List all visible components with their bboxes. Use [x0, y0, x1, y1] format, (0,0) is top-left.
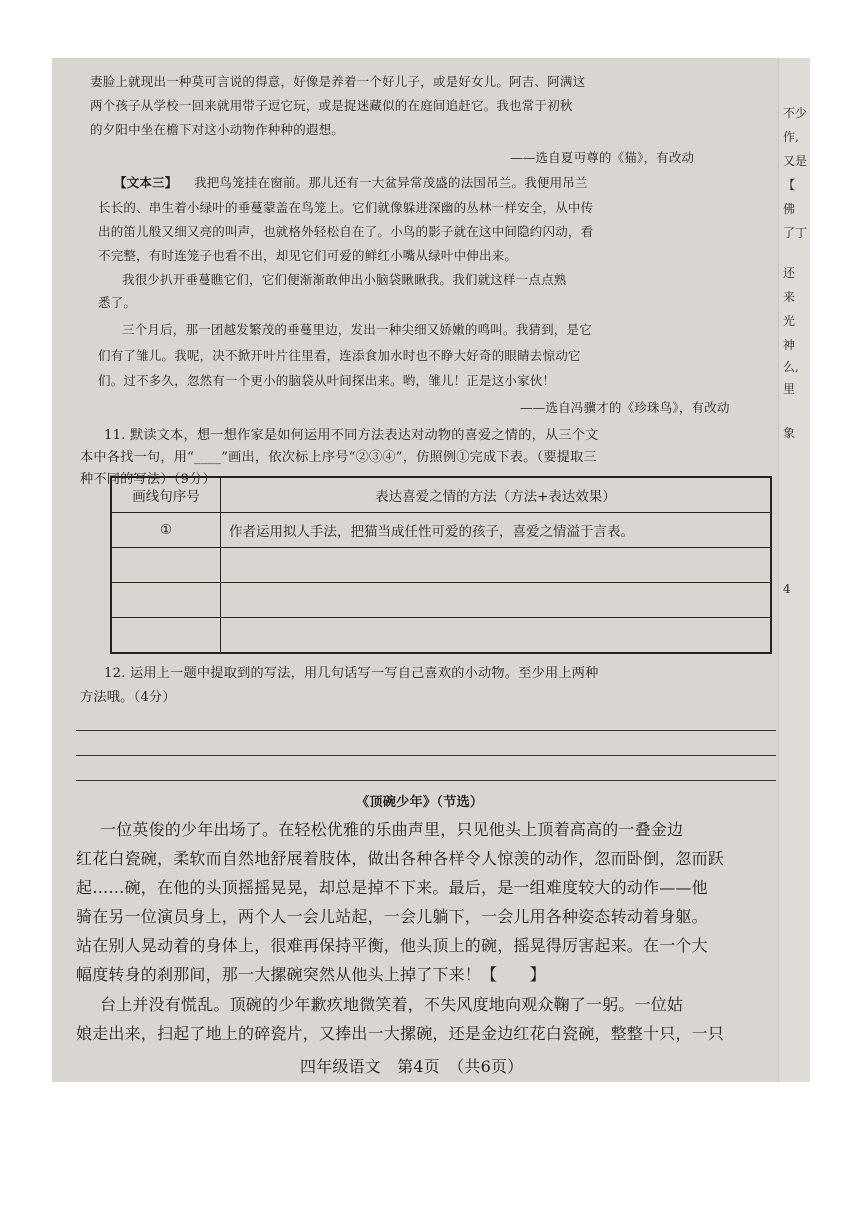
text-line: 两个孩子从学校一回来就用带子逗它玩，或是捉迷藏似的在庭间追赶它。我也常于初秋: [90, 98, 573, 113]
answer-line: [76, 755, 776, 756]
table-header-row: [111, 477, 771, 513]
text-line: 们有了雏儿。我呢，决不掀开叶片往里看，连添食加水时也不睁大好奇的眼睛去惊动它: [98, 348, 581, 363]
table-cell: [111, 618, 221, 654]
page-footer: 四年级语文 第4页 （共6页）: [300, 1057, 524, 1076]
text-line: 我把鸟笼挂在窗前。那儿还有一大盆异常茂盛的法国吊兰。我便用吊兰: [194, 175, 588, 190]
passage-title: 《顶碗少年》（节选）: [356, 795, 484, 810]
photographed-exam-page: [52, 58, 810, 1082]
text-line: 我很少扒开垂蔓瞧它们，它们便渐渐敢伸出小脑袋瞅瞅我。我们就这样一点点熟: [122, 272, 567, 287]
text-line: 们。过不多久，忽然有一个更小的脑袋从叶间探出来。哟，雏儿！正是这小家伙！: [98, 373, 556, 388]
table-row: [111, 618, 771, 654]
text-line: 长长的、串生着小绿叶的垂蔓蒙盖在鸟笼上。它们就像躲进深幽的丛林一样安全，从中传: [98, 200, 594, 215]
table-cell: [221, 548, 772, 583]
answer-table: [110, 476, 772, 654]
text-line: 的夕阳中坐在檐下对这小动物作种种的遐想。: [90, 122, 345, 137]
adjacent-text: 还: [783, 266, 796, 280]
question-11-line: 11. 默读文本，想一想作家是如何运用不同方法表达对动物的喜爱之情的，从三个文: [104, 428, 599, 443]
adjacent-text: 又是: [783, 154, 808, 168]
adjacent-text: 来: [783, 290, 796, 304]
adjacent-text: 作,: [783, 130, 799, 144]
source-citation: ——选自冯骥才的《珍珠鸟》，有改动: [520, 400, 730, 415]
passage-line: 站在别人晃动着的身体上，很难再保持平衡，他头顶上的碗，摇晃得厉害起来。在一个大: [76, 936, 708, 955]
table-cell: [221, 583, 772, 618]
adjacent-text: 了丁: [783, 226, 808, 240]
text-line: 出的笛儿般又细又亮的叫声，也就格外轻松自在了。小鸟的影子就在这中间隐约闪动，看: [98, 224, 594, 239]
text-line: 悉了。: [98, 295, 137, 310]
text-line: 不完整，有时连笼子也看不出，却见它们可爱的鲜红小嘴从绿叶中伸出来。: [98, 248, 518, 263]
table-cell: [111, 548, 221, 583]
table-row: [111, 548, 771, 583]
passage-line: 红花白瓷碗，柔软而自然地舒展着肢体，做出各种各样令人惊羡的动作，忽而卧倒，忽而跃: [76, 849, 725, 868]
passage-line: 台上并没有慌乱。顶碗的少年歉疚地微笑着，不失风度地向观众鞠了一躬。一位姑: [100, 995, 684, 1014]
page-content: [52, 58, 778, 1082]
table-row: [111, 583, 771, 618]
passage-line: 起……碗，在他的头顶摇摇晃晃，却总是掉不下来。最后，是一组难度较大的动作——他: [76, 878, 708, 897]
section-label: 【文本三】: [114, 175, 178, 190]
adjacent-text: 么,: [783, 360, 799, 374]
table-cell: [111, 583, 221, 618]
adjacent-text: 不少: [783, 106, 808, 120]
table-row: [111, 513, 771, 548]
adjacent-text: 象: [783, 426, 796, 440]
adjacent-text: 佛: [783, 202, 796, 216]
passage-line: 一位英俊的少年出场了。在轻松优雅的乐曲声里，只见他头上顶着高高的一叠金边: [100, 820, 684, 839]
question-12-line: 方法哦。（4分）: [80, 690, 176, 705]
question-12-line: 12. 运用上一题中提取到的写法，用几句话写一写自己喜欢的小动物。至少用上两种: [104, 666, 599, 681]
adjacent-text: 里: [783, 382, 796, 396]
adjacent-text: 光: [783, 314, 796, 328]
answer-line: [76, 780, 776, 781]
passage-line: 娘走出来，扫起了地上的碎瓷片，又捧出一大摞碗，还是金边红花白瓷碗，整整十只，一只: [76, 1024, 725, 1043]
text-line: 妻脸上就现出一种莫可言说的得意，好像是养着一个好儿子，或是好女儿。阿吉、阿满这: [90, 74, 586, 89]
passage-line: 骑在另一位演员身上，两个人一会儿站起，一会儿躺下，一会儿用各种姿态转动着身躯。: [76, 907, 708, 926]
adjacent-page-edge: [778, 58, 810, 1082]
adjacent-text: 【: [783, 178, 796, 192]
table-header-cell: 表达喜爱之情的方法（方法+表达效果）: [221, 477, 772, 513]
text-line: 三个月后，那一团越发繁茂的垂蔓里边，发出一种尖细又娇嫩的鸣叫。我猜到，是它: [122, 322, 592, 337]
table-cell: 作者运用拟人手法，把猫当成任性可爱的孩子，喜爱之情溢于言表。: [221, 513, 772, 548]
table-header-cell: 画线句序号: [111, 477, 221, 513]
table-cell: ①: [111, 513, 221, 548]
adjacent-text: 4: [783, 582, 791, 596]
question-11-line: 本中各找一句，用“____”画出，依次标上序号“②③④”，仿照例①完成下表。（要提取三: [80, 450, 597, 465]
table-cell: [221, 618, 772, 654]
source-citation: ——选自夏丏尊的《猫》，有改动: [510, 150, 695, 165]
passage-line: 幅度转身的刹那间，那一大摞碗突然从他头上掉了下来！【 】: [76, 965, 546, 984]
adjacent-text: 神: [783, 338, 796, 352]
question-11-line: 种不同的写法）（9分）: [80, 472, 216, 487]
answer-line: [76, 730, 776, 731]
